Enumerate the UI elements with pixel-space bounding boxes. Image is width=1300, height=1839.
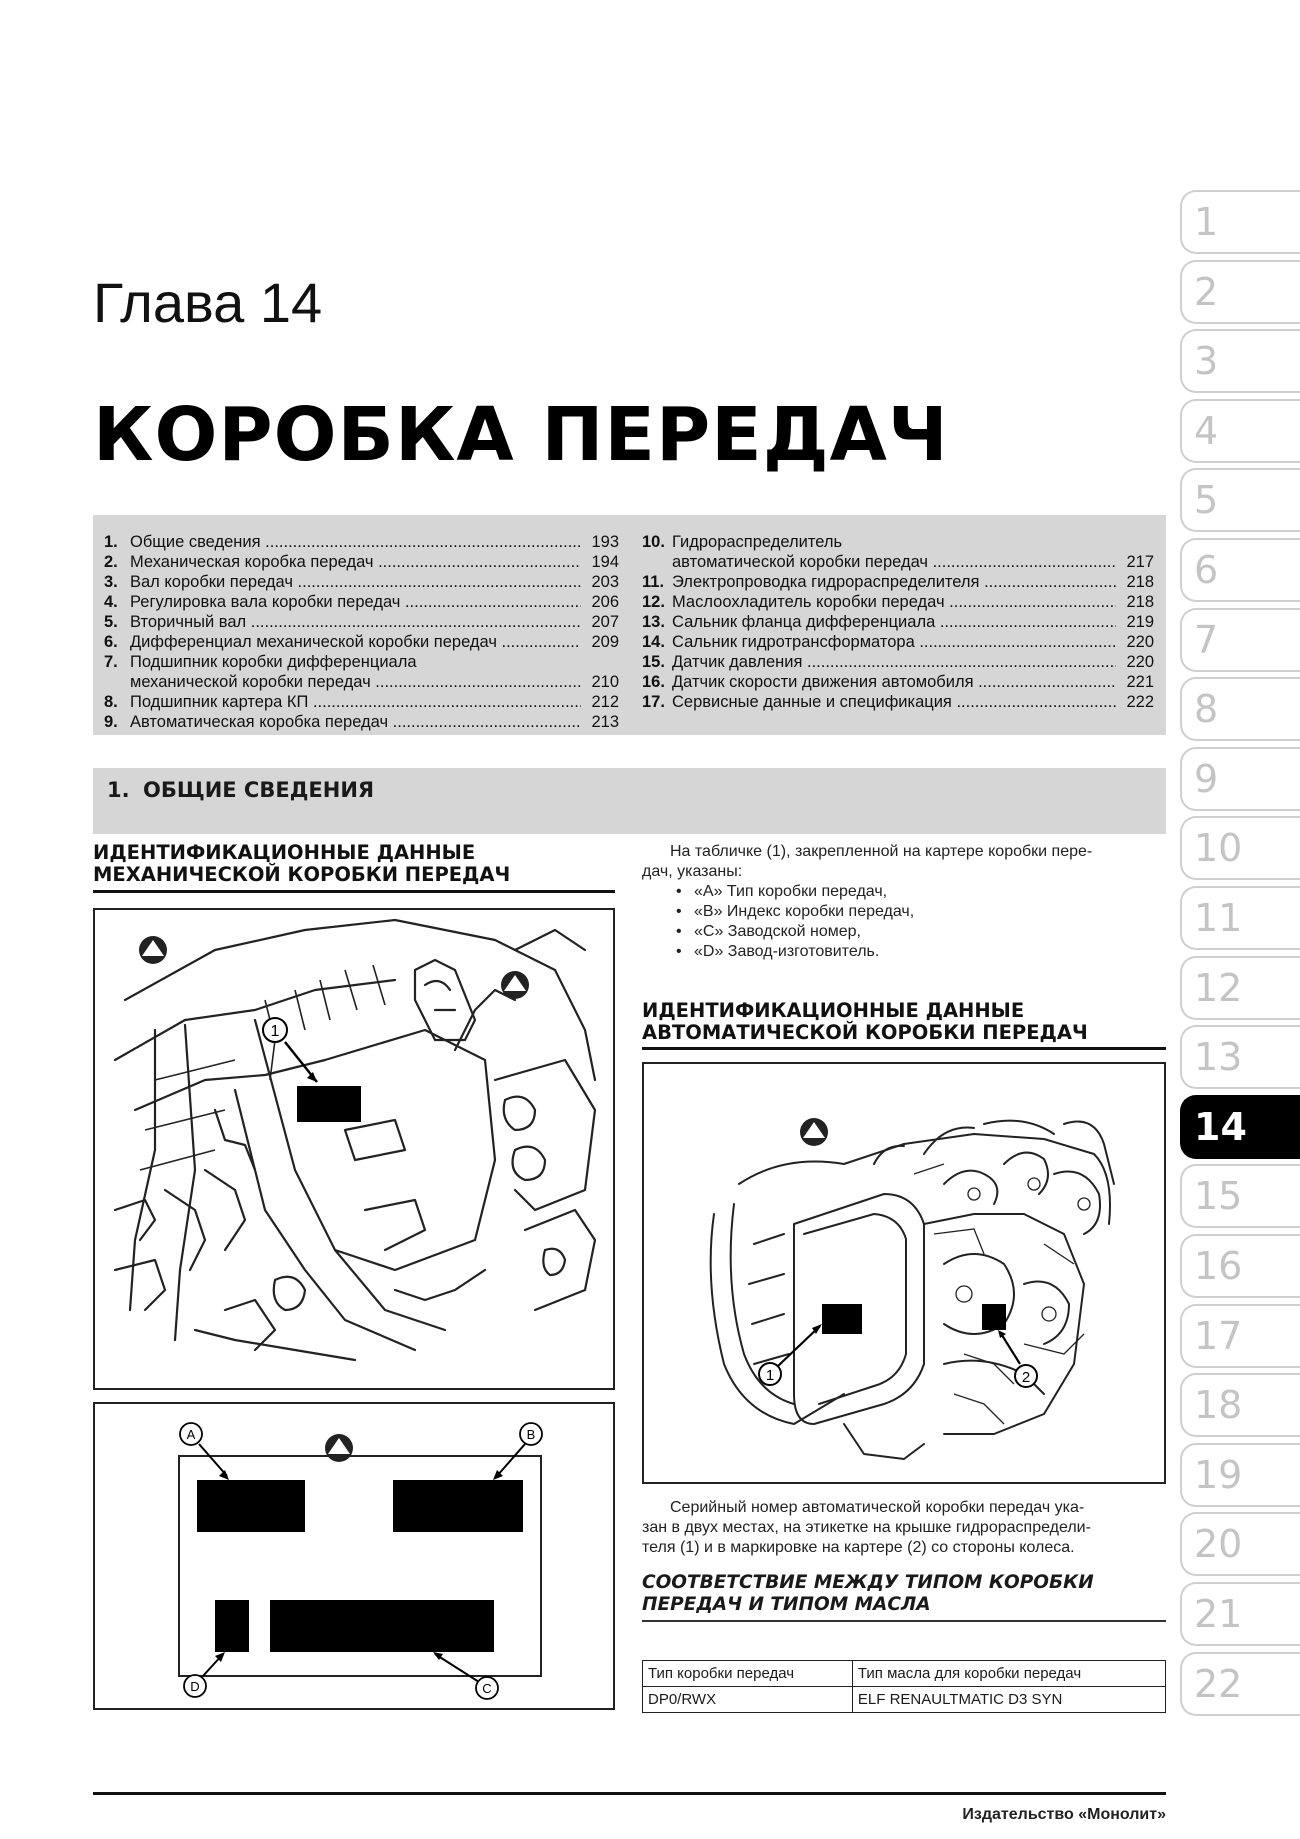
toc-item-number: 13.	[642, 613, 665, 631]
toc-item-title: Общие сведения .....	[130, 532, 581, 552]
bullet-icon: •	[676, 923, 682, 940]
toc-item-number: 14.	[642, 633, 665, 651]
plate-layout-figure	[93, 1402, 615, 1710]
toc-item-page: 219	[1116, 612, 1154, 632]
toc-item-page: 222	[1116, 692, 1154, 712]
toc-item-page: 206	[581, 592, 619, 612]
case-marking	[982, 1304, 1006, 1330]
serial-text-line1: Серийный номер автоматической коробки передач ука-	[670, 1499, 1085, 1516]
toc-item-title: Гидрораспределитель	[672, 533, 843, 551]
toc-item-page: 212	[581, 692, 619, 712]
toc-item-title: Регулировка вала коробки передач .....	[130, 592, 581, 612]
toc-item-title: Датчик давления .....	[672, 652, 1116, 672]
section-title: ОБЩИЕ СВЕДЕНИЯ	[143, 778, 375, 802]
toc-item-number: 5.	[104, 613, 118, 631]
chapter-tab-19[interactable]: 19	[1180, 1443, 1300, 1507]
toc-item-page: 193	[581, 532, 619, 552]
chapter-tab-3[interactable]: 3	[1180, 329, 1300, 393]
bullet-text: «А» Тип коробки передач,	[694, 883, 888, 900]
toc-item-page: 220	[1116, 652, 1154, 672]
chapter-tab-12[interactable]: 12	[1180, 956, 1300, 1020]
brand-logo	[800, 1118, 828, 1146]
toc-item-title: Вал коробки передач .....	[130, 572, 581, 592]
oil-gearbox-type: DP0/RWX	[643, 1687, 853, 1713]
list-item	[676, 942, 1156, 962]
serial-text-line3: теля (1) и в маркировке на картере (2) со стороны колеса.	[642, 1539, 1075, 1556]
table-row	[643, 1661, 1166, 1687]
toc-item[interactable]	[642, 672, 1154, 692]
automatic-gearbox-drawing	[644, 1064, 1164, 1482]
toc-item-number: 2.	[104, 553, 118, 571]
publisher-footer: Издательство «Монолит»	[962, 1806, 1166, 1823]
toc-item[interactable]	[104, 592, 619, 612]
brand-logo	[501, 971, 529, 999]
toc-item-title: Сервисные данные и спецификация .....	[672, 692, 1116, 712]
list-item	[676, 902, 1156, 922]
toc-item-page: 221	[1116, 672, 1154, 692]
toc-item[interactable]	[104, 572, 619, 592]
toc-item[interactable]	[104, 672, 619, 692]
toc-item-title: Дифференциал механической коробки передач .....	[130, 632, 581, 652]
chapter-tab-17[interactable]: 17	[1180, 1304, 1300, 1368]
toc-item-title: Электропроводка гидрораспределителя .....	[672, 572, 1116, 592]
callout-d: D	[190, 1679, 200, 1694]
toc-item-page: 203	[581, 572, 619, 592]
chapter-tab-20[interactable]: 20	[1180, 1512, 1300, 1576]
toc-item-number: 9.	[104, 713, 118, 731]
chapter-tab-13[interactable]: 13	[1180, 1025, 1300, 1089]
toc-item-title: Маслоохладитель коробки передач .....	[672, 592, 1116, 612]
toc-item-number: 15.	[642, 653, 665, 671]
toc-item-page: 218	[1116, 592, 1154, 612]
field-c	[270, 1600, 494, 1652]
callout-2: 2	[1021, 1369, 1031, 1386]
chapter-title: КОРОБКА ПЕРЕДАЧ	[93, 392, 949, 478]
callout-c: C	[482, 1681, 492, 1696]
toc-item-page: 220	[1116, 632, 1154, 652]
toc-item[interactable]	[642, 632, 1154, 652]
oil-type: ELF RENAULTMATIC D3 SYN	[852, 1687, 1165, 1713]
chapter-tab-4[interactable]: 4	[1180, 399, 1300, 463]
chapter-tab-16[interactable]: 16	[1180, 1234, 1300, 1298]
manual-gearbox-figure	[93, 908, 615, 1390]
auto-id-heading-line2: АВТОМАТИЧЕСКОЙ КОРОБКИ ПЕРЕДАЧ	[642, 1021, 1088, 1044]
toc-item[interactable]	[642, 612, 1154, 632]
plate-layout-drawing	[95, 1404, 613, 1708]
toc-item-number: 16.	[642, 673, 665, 691]
automatic-gearbox-figure	[642, 1062, 1166, 1484]
toc-item-number: 3.	[104, 573, 118, 591]
toc-item-title: Датчик скорости движения автомобиля .....	[672, 672, 1116, 692]
toc-item-number: 4.	[104, 593, 118, 611]
field-a	[197, 1480, 305, 1532]
toc-item-title: Механическая коробка передач .....	[130, 552, 581, 572]
bullet-icon: •	[676, 903, 682, 920]
toc-item-title: Вторичный вал .....	[130, 612, 581, 632]
bullet-text: «D» Завод-изготовитель.	[694, 943, 880, 960]
oil-heading-line1: СООТВЕТСТВИЕ МЕЖДУ ТИПОМ КОРОБКИ	[642, 1572, 1094, 1593]
valve-body-label	[822, 1304, 862, 1334]
toc-item-number	[104, 672, 130, 692]
section-number: 1.	[107, 778, 130, 802]
toc-item-number	[642, 552, 672, 572]
manual-id-rule	[93, 890, 615, 893]
footer-rule	[93, 1792, 1166, 1795]
toc-item-title: Подшипник коробки дифференциала	[130, 653, 417, 671]
serial-text-line2: зан в двух местах, на этикетке на крышке гидрораспредели-	[642, 1519, 1091, 1536]
oil-heading-line2: ПЕРЕДАЧ И ТИПОМ МАСЛА	[642, 1594, 931, 1615]
brand-logo	[325, 1434, 353, 1462]
chapter-tab-8[interactable]: 8	[1180, 677, 1300, 741]
bullet-icon: •	[676, 883, 682, 900]
toc-item-page: 207	[581, 612, 619, 632]
toc-item-title: механической коробки передач .....	[130, 672, 581, 692]
toc-item-number: 1.	[104, 533, 118, 551]
chapter-tab-14[interactable]: 14	[1180, 1095, 1300, 1159]
toc-item-number: 11.	[642, 573, 665, 591]
chapter-tab-18[interactable]: 18	[1180, 1373, 1300, 1437]
list-item	[676, 882, 1156, 902]
toc-item[interactable]	[642, 692, 1154, 712]
toc-item[interactable]	[104, 712, 619, 732]
callout-1: 1	[765, 1367, 775, 1384]
chapter-tab-5[interactable]: 5	[1180, 468, 1300, 532]
section-header	[93, 768, 1166, 834]
toc-item-page: 217	[1116, 552, 1154, 572]
field-b	[393, 1480, 523, 1532]
toc-item[interactable]	[104, 652, 619, 672]
toc-item-page: 209	[581, 632, 619, 652]
toc-item[interactable]	[642, 572, 1154, 592]
callout-b: B	[526, 1427, 536, 1442]
toc-item-title: Сальник гидротрансформатора .....	[672, 632, 1116, 652]
toc-item-number: 12.	[642, 593, 665, 611]
toc-item-title: автоматической коробки передач .....	[672, 552, 1116, 572]
toc-item-number: 8.	[104, 693, 118, 711]
chapter-tab-6[interactable]: 6	[1180, 538, 1300, 602]
chapter-tab-10[interactable]: 10	[1180, 816, 1300, 880]
table-row	[643, 1687, 1166, 1713]
chapter-tab-9[interactable]: 9	[1180, 747, 1300, 811]
toc-item[interactable]	[104, 532, 619, 552]
toc-item-page: 210	[581, 672, 619, 692]
bullet-icon: •	[676, 943, 682, 960]
toc-item[interactable]	[642, 532, 1154, 552]
chapter-tab-21[interactable]: 21	[1180, 1582, 1300, 1646]
toc-item[interactable]	[642, 652, 1154, 672]
bullet-text: «С» Заводской номер,	[694, 923, 861, 940]
toc-item-title: Сальник фланца дифференциала .....	[672, 612, 1116, 632]
toc-item[interactable]	[642, 552, 1154, 572]
chapter-tab-7[interactable]: 7	[1180, 608, 1300, 672]
oil-col2-header: Тип масла для коробки передач	[852, 1661, 1165, 1687]
plate-intro-line2: дач, указаны:	[642, 863, 743, 880]
manual-gearbox-drawing	[95, 910, 613, 1388]
oil-table	[642, 1660, 1166, 1713]
chapter-tab-22[interactable]: 22	[1180, 1652, 1300, 1716]
field-d	[215, 1600, 249, 1652]
toc-item-page: 218	[1116, 572, 1154, 592]
toc-item-number: 7.	[104, 653, 118, 671]
chapter-label: Глава 14	[93, 271, 323, 334]
chapter-tab-15[interactable]: 15	[1180, 1164, 1300, 1228]
callout-1: 1	[270, 1023, 280, 1040]
toc-item-number: 6.	[104, 633, 118, 651]
toc-item[interactable]	[104, 552, 619, 572]
manual-id-heading-line2: МЕХАНИЧЕСКОЙ КОРОБКИ ПЕРЕДАЧ	[93, 863, 511, 886]
toc-item-page: 194	[581, 552, 619, 572]
brand-logo	[139, 936, 167, 964]
list-item	[676, 922, 1156, 942]
chapter-tab-1[interactable]: 1	[1180, 190, 1300, 254]
oil-col1-header: Тип коробки передач	[643, 1661, 853, 1687]
toc-item-page: 213	[581, 712, 619, 732]
toc-item-title: Автоматическая коробка передач .....	[130, 712, 581, 732]
toc-item[interactable]	[104, 632, 619, 652]
toc-item-number: 10.	[642, 533, 665, 551]
toc-item[interactable]	[642, 592, 1154, 612]
callout-a: A	[186, 1427, 196, 1442]
auto-id-rule	[642, 1047, 1166, 1050]
chapter-tab-2[interactable]: 2	[1180, 260, 1300, 324]
id-plate	[297, 1086, 361, 1122]
auto-id-heading-line1: ИДЕНТИФИКАЦИОННЫЕ ДАННЫЕ	[642, 999, 1025, 1022]
toc-item-number: 17.	[642, 693, 665, 711]
toc-item[interactable]	[104, 692, 619, 712]
toc-item-title: Подшипник картера КП .....	[130, 692, 581, 712]
plate-intro-line1: На табличке (1), закрепленной на картере коробки пере-	[670, 843, 1093, 860]
plate-bullet-list	[676, 882, 1156, 962]
bullet-text: «В» Индекс коробки передач,	[694, 903, 915, 920]
chapter-tab-11[interactable]: 11	[1180, 886, 1300, 950]
toc-item[interactable]	[104, 612, 619, 632]
oil-rule	[642, 1620, 1166, 1622]
manual-id-heading-line1: ИДЕНТИФИКАЦИОННЫЕ ДАННЫЕ	[93, 841, 476, 864]
